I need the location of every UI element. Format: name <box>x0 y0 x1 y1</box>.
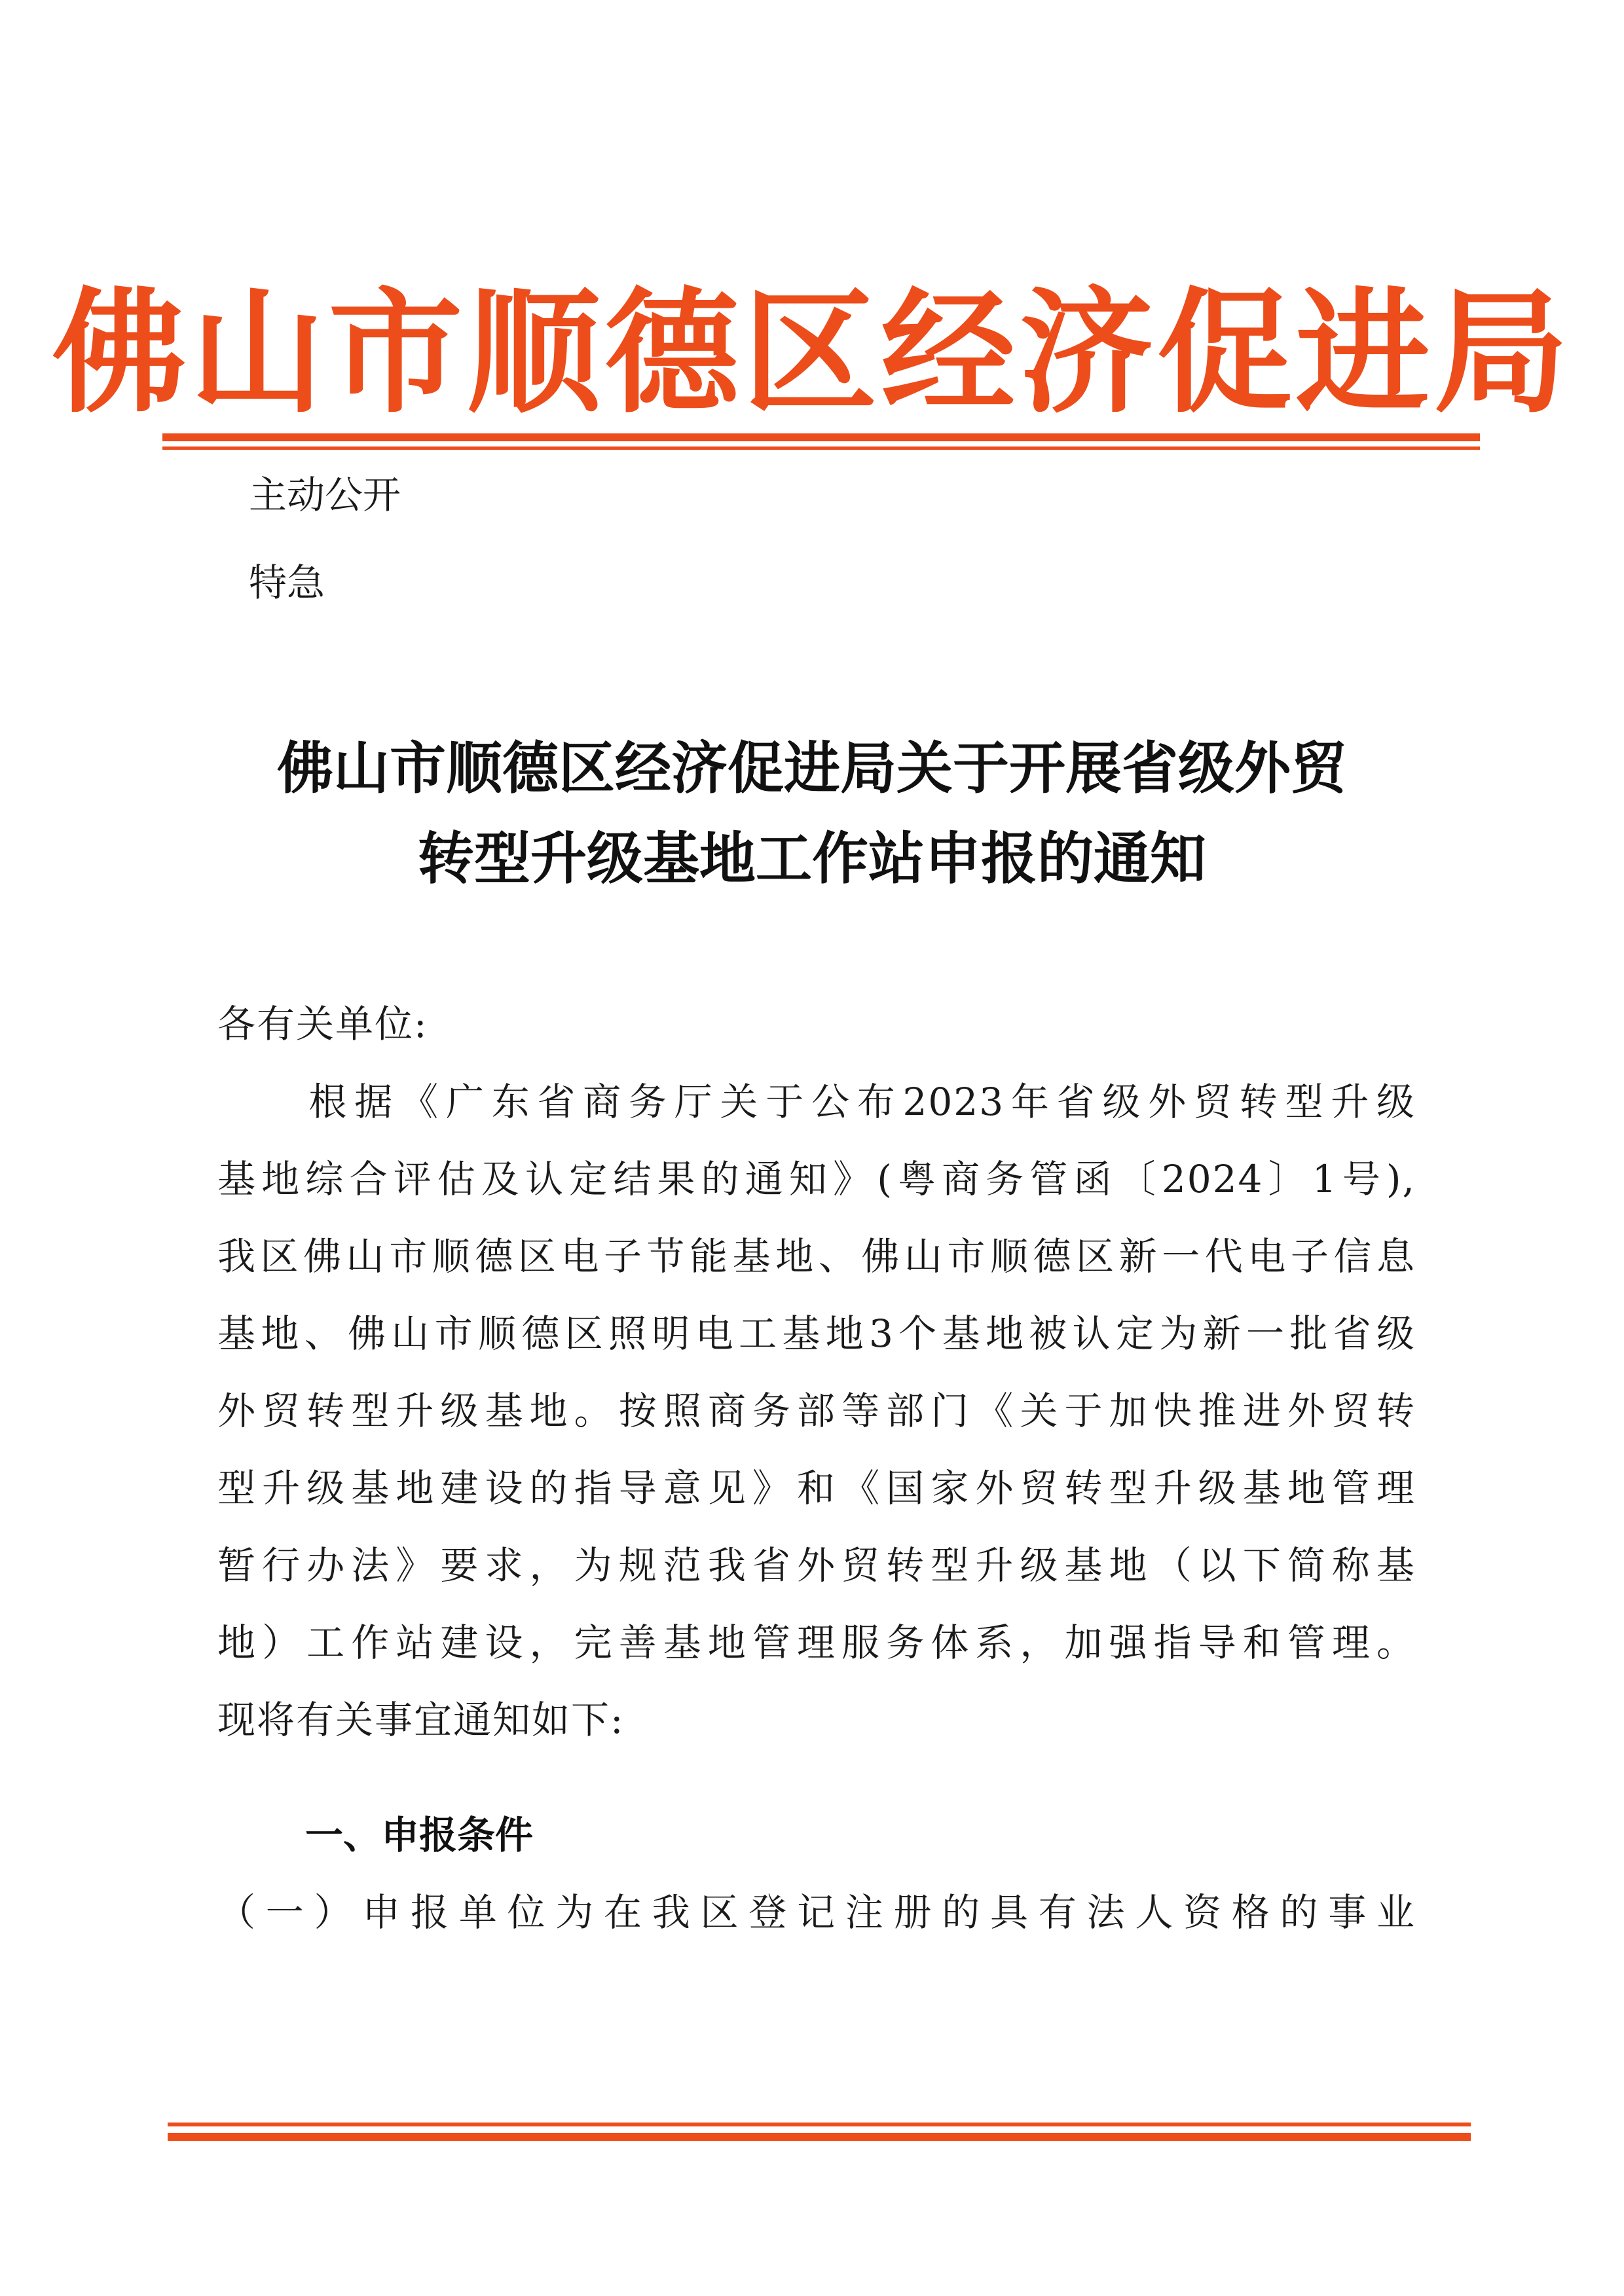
footer-rule-thin <box>168 2123 1471 2126</box>
paragraph-line: 外贸转型升级基地。按照商务部等部门《关于加快推进外贸转 <box>217 1389 1416 1433</box>
paragraph-line: 我区佛山市顺德区电子节能基地、佛山市顺德区新一代电子信息 <box>217 1234 1416 1279</box>
paragraph-line: 地）工作站建设，完善基地管理服务体系，加强指导和管理。 <box>217 1620 1416 1665</box>
paragraph-line: 基地综合评估及认定结果的通知》(粤商务管函〔2024〕1号), <box>217 1157 1416 1201</box>
salutation <box>217 985 1416 1063</box>
section-heading: 一、申报条件 <box>305 1813 534 1857</box>
disclosure-label: 主动公开 <box>249 473 401 517</box>
paragraph-line: 暂行办法》要求，为规范我省外贸转型升级基地（以下简称基 <box>217 1543 1416 1588</box>
paragraph-line: 现将有关事宜通知如下: <box>217 1698 625 1742</box>
document-title-line-2: 转型升级基地工作站申报的通知 <box>418 826 1206 892</box>
urgency-label: 特急 <box>249 560 325 605</box>
document-title <box>196 723 1428 904</box>
body-paragraph <box>217 1063 1416 1758</box>
document-title-line-1: 佛山市顺德区经济促进局关于开展省级外贸 <box>277 736 1347 801</box>
clause-paragraph <box>217 1874 1416 1951</box>
paragraph-line: 根据《广东省商务厅关于公布2023年省级外贸转型升级 <box>217 1080 1416 1124</box>
salutation-text: 各有关单位: <box>217 1002 428 1046</box>
masthead-rule-thick <box>162 433 1480 441</box>
clause-line: （一）申报单位为在我区登记注册的具有法人资格的事业 <box>217 1890 1416 1935</box>
masthead-rule-thin <box>162 446 1480 450</box>
footer-rule-thick <box>168 2133 1471 2141</box>
paragraph-line: 基地、佛山市顺德区照明电工基地3个基地被认定为新一批省级 <box>217 1311 1416 1356</box>
paragraph-line: 型升级基地建设的指导意见》和《国家外贸转型升级基地管理 <box>217 1466 1416 1510</box>
issuer-masthead: 佛山市顺德区经济促进局 <box>52 276 1572 431</box>
